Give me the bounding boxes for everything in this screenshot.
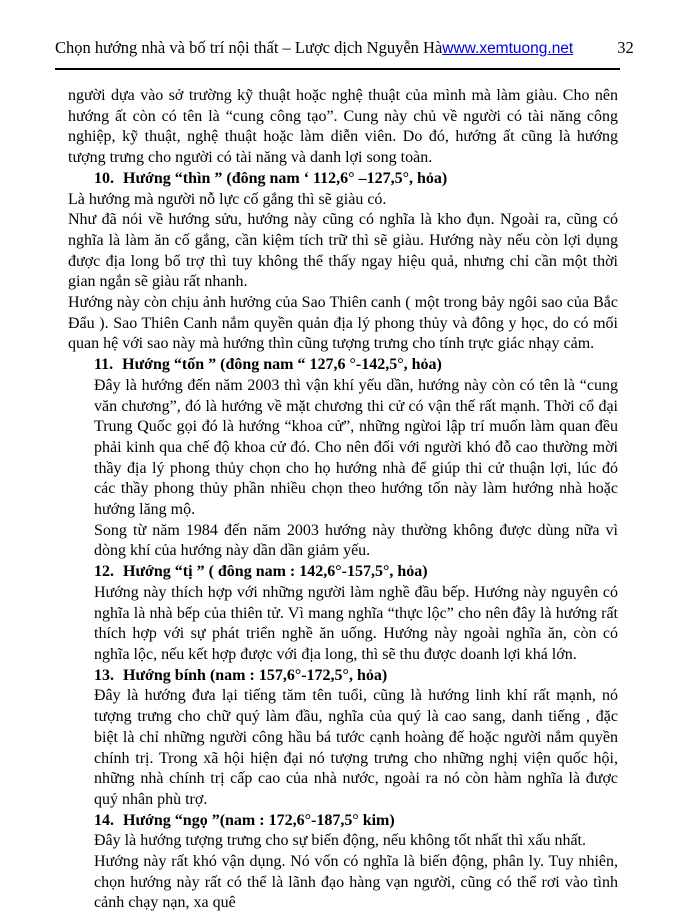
section-10-heading	[68, 169, 618, 190]
section-14-paragraph: Hướng này rất khó vận dụng. Nó vốn có nghĩa là biến động, phân ly. Tuy nhiên, chọn hướng này rất có thể là lãnh đạo hàng vạn người, cũng có thể rơi vào tình cảnh chạy nạn, xa quê	[94, 853, 618, 912]
section-12-title: Hướng “tị ” ( đông nam : 142,6°-157,5°, hỏa)	[123, 563, 428, 581]
section-10-paragraph: Hướng này còn chịu ảnh hưởng của Sao Thiên canh ( một trong bảy ngôi sao của Bắc Đẩu ). Sao Thiên Canh nắm quyền quản địa lý phong thủy và đông y học, do có mối quan hệ với sao này mà hướng thìn cũng tượng trưng cho tính trực giác nhạy cảm.	[68, 294, 618, 353]
section-13-title: Hướng bính (nam : 157,6°-172,5°, hỏa)	[123, 666, 388, 684]
document-page	[0, 38, 680, 918]
page-number: 32	[617, 38, 634, 57]
section-11	[94, 355, 618, 562]
document-title: Chọn hướng nhà và bố trí nội thất – Lược dịch Nguyễn Hà	[55, 38, 443, 57]
section-14-title: Hướng “ngọ ”(nam : 172,6°-187,5° kim)	[123, 811, 395, 829]
section-11-title: Hướng “tốn ” (đông nam “ 127,6 °-142,5°, hỏa)	[122, 356, 442, 374]
section-14-number: 14.	[94, 811, 114, 829]
website-link[interactable]: www.xemtuong.net	[442, 40, 574, 57]
section-11-heading	[94, 355, 618, 376]
section-10-number: 10.	[94, 169, 114, 187]
section-13-paragraph: Đây là hướng đưa lại tiếng tăm tên tuổi, cũng là hướng linh khí rất mạnh, nó tượng trưng cho chữ quý làm đầu, nghĩa của quý là cao sang, danh tiếng , đặc biệt là chỉ những người công hầu bá tước cạnh hoàng đế hoặc người nắm quyền chính trị. Trong xã hội hiện đại nó tượng trưng cho những nghị viện quốc hội, những nhà chính trị cấp cao của nhà nước, ngoài ra nó còn hàm nghĩa là được quý nhân phù trợ.	[94, 687, 618, 808]
section-12-heading	[94, 562, 618, 583]
section-14-paragraph: Đây là hướng tượng trưng cho sự biến động, nếu không tốt nhất thì xấu nhất.	[94, 832, 586, 850]
section-13-heading	[94, 666, 618, 687]
section-10-paragraph: Là hướng mà người nỗ lực cố gắng thì sẽ giàu có.	[68, 190, 387, 208]
section-10-paragraph: Như đã nói về hướng sửu, hướng này cũng có nghĩa là kho đụn. Ngoài ra, cũng có nghĩa là làm ăn cố gắng, cần kiệm tích trữ thì sẽ giàu. Hướng này nếu còn lợi dụng được địa long bổ trợ thì tuy không thể thấy ngay hiệu quả, nhưng chỉ cần một thời gian ngắn sẽ giàu rất nhanh.	[68, 211, 618, 291]
section-14	[94, 811, 618, 915]
section-13	[94, 666, 618, 811]
section-11-paragraph: Đây là hướng đến năm 2003 thì vận khí yếu dần, hướng này còn có tên là “cung văn chương”, đó là hướng về mặt chương thi cử có vận thế rất mạnh. Thời cổ đại Trung Quốc gọi đó là hướng “khoa cử”, những ngừoi lập trí muốn làm quan đều phải kinh qua chế độ khoa cử đó. Cho nên đối với người khó đỗ cao thường mời thầy địa lý phong thủy chọn cho họ hướng nhà để giúp thi cử thuận lợi, lúc đó các thầy phong thủy phần nhiều chọn theo hướng tốn này làm hướng nhà hoặc hướng lăng mộ.	[94, 376, 618, 519]
section-14-heading	[94, 811, 618, 832]
section-12-number: 12.	[94, 563, 114, 581]
page-header	[55, 38, 634, 70]
section-11-number: 11.	[94, 356, 114, 374]
section-10	[68, 169, 618, 355]
document-body	[68, 86, 618, 914]
section-13-number: 13.	[94, 666, 114, 684]
section-12-paragraph: Hướng này thích hợp với những người làm nghề đầu bếp. Hướng này nguyên có nghĩa là nhà bếp của thiên tử. Vì mang nghĩa “thực lộc” cho nên đây là hướng rất thích hợp với sự phát triển nghề ăn uống. Hướng này ngoài nghĩa ăn, còn có nghĩa lộc, nếu kết hợp được với địa long, thì sẽ thu được doanh lợi khá lớn.	[94, 583, 618, 663]
intro-paragraph: người dựa vào sở trường kỹ thuật hoặc nghệ thuật của mình mà làm giàu. Cho nên hướng ất còn có tên là “cung công tạo”. Cung này chủ về người có tài năng công nghiệp, kỹ thuật, nghệ thuật hoặc làm diễn viên. Do đó, hướng ất cũng là hướng tượng trưng cho người có tài năng và danh lợi song toàn.	[68, 87, 618, 167]
section-12	[94, 562, 618, 666]
section-11-paragraph: Song từ năm 1984 đến năm 2003 hướng này thường không được dùng nữa vì dòng khí của hướng này dần dần giảm yếu.	[94, 521, 618, 560]
section-10-title: Hướng “thìn ” (đông nam ‘ 112,6° –127,5°, hỏa)	[123, 169, 448, 187]
